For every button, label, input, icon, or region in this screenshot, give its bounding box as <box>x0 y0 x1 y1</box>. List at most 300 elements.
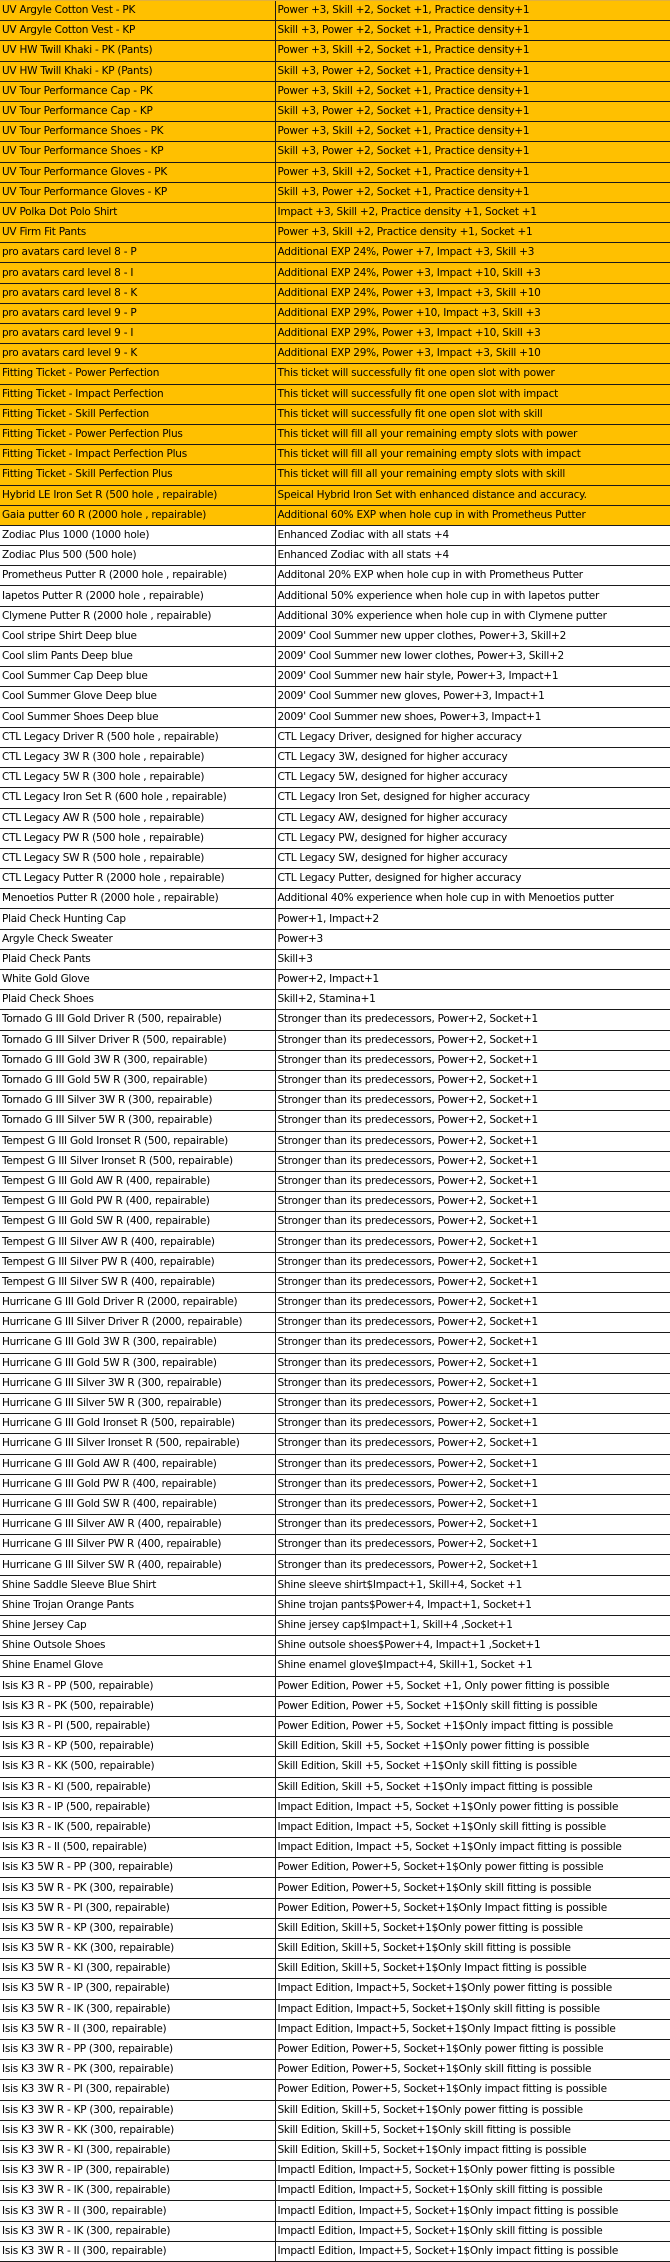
item-description-cell: Skill +3, Power +2, Socket +1, Practice density+1 <box>275 182 670 202</box>
table-row <box>0 1918 670 1938</box>
table-row <box>0 788 670 808</box>
item-description-cell: Additional EXP 24%, Power +7, Impact +3, Skill +3 <box>275 243 670 263</box>
item-description-cell: Skill Edition, Skill+5, Socket+1$Only Impact fitting is possible <box>275 1959 670 1979</box>
item-description-cell: CTL Legacy SW, designed for higher accuracy <box>275 848 670 868</box>
table-row <box>0 687 670 707</box>
item-name-cell: CTL Legacy Driver R (500 hole , repairable) <box>0 727 275 747</box>
item-name-cell: Plaid Check Hunting Cap <box>0 909 275 929</box>
table-row <box>0 929 670 949</box>
item-description-cell: Stronger than its predecessors, Power+2, Socket+1 <box>275 1293 670 1313</box>
item-name-cell: Cool Summer Shoes Deep blue <box>0 707 275 727</box>
item-name-cell: Tempest G III Gold SW R (400, repairable) <box>0 1212 275 1232</box>
item-description-cell: Stronger than its predecessors, Power+2, Socket+1 <box>275 1091 670 1111</box>
item-name-cell: Gaia putter 60 R (2000 hole , repairable) <box>0 505 275 525</box>
item-description-cell: CTL Legacy AW, designed for higher accuracy <box>275 808 670 828</box>
item-description-cell: Power +3, Skill +2, Socket +1, Practice density+1 <box>275 162 670 182</box>
item-name-cell: Isis K3 5W R - PP (300, repairable) <box>0 1858 275 1878</box>
item-name-cell: Tornado G III Gold 3W R (300, repairable) <box>0 1050 275 1070</box>
item-description-cell: Stronger than its predecessors, Power+2, Socket+1 <box>275 1515 670 1535</box>
item-name-cell: Hurricane G III Silver SW R (400, repairable) <box>0 1555 275 1575</box>
table-row <box>0 1070 670 1090</box>
table-row <box>0 970 670 990</box>
table-row <box>0 2140 670 2160</box>
item-description-cell: Stronger than its predecessors, Power+2, Socket+1 <box>275 1272 670 1292</box>
item-description-cell: Additional 50% experience when hole cup in with Iapetos putter <box>275 586 670 606</box>
item-description-cell: Impactl Edition, Impact+5, Socket+1$Only impact fitting is possible <box>275 2201 670 2221</box>
table-row <box>0 1494 670 1514</box>
item-name-cell: Tornado G III Silver 3W R (300, repairable) <box>0 1091 275 1111</box>
item-table-body <box>0 1 670 2262</box>
table-row <box>0 1353 670 1373</box>
item-name-cell: Isis K3 5W R - KP (300, repairable) <box>0 1918 275 1938</box>
item-description-cell: Impact Edition, Impact+5, Socket+1$Only power fitting is possible <box>275 1979 670 1999</box>
table-row <box>0 1838 670 1858</box>
table-row <box>0 1434 670 1454</box>
item-name-cell: Hurricane G III Gold 5W R (300, repairable) <box>0 1353 275 1373</box>
item-description-cell: Stronger than its predecessors, Power+2, Socket+1 <box>275 1212 670 1232</box>
item-name-cell: Isis K3 R - KK (500, repairable) <box>0 1757 275 1777</box>
table-row <box>0 1010 670 1030</box>
item-description-cell: Power+3 <box>275 929 670 949</box>
item-name-cell: Isis K3 5W R - PK (300, repairable) <box>0 1878 275 1898</box>
item-description-cell: Skill+2, Stamina+1 <box>275 990 670 1010</box>
item-name-cell: Fitting Ticket - Power Perfection <box>0 364 275 384</box>
item-name-cell: UV Tour Performance Cap - PK <box>0 81 275 101</box>
item-description-cell: Impact Edition, Impact +5, Socket +1$Only impact fitting is possible <box>275 1838 670 1858</box>
item-description-cell: This ticket will fill all your remaining empty slots with skill <box>275 465 670 485</box>
item-description-cell: Power+2, Impact+1 <box>275 970 670 990</box>
item-name-cell: CTL Legacy 5W R (300 hole , repairable) <box>0 768 275 788</box>
table-row <box>0 1696 670 1716</box>
table-row <box>0 727 670 747</box>
item-name-cell: Fitting Ticket - Skill Perfection Plus <box>0 465 275 485</box>
table-row <box>0 2100 670 2120</box>
item-name-cell: Tempest G III Gold PW R (400, repairable) <box>0 1192 275 1212</box>
item-description-cell: Stronger than its predecessors, Power+2, Socket+1 <box>275 1313 670 1333</box>
item-name-cell: Hurricane G III Silver 3W R (300, repairable) <box>0 1373 275 1393</box>
item-name-cell: UV Polka Dot Polo Shirt <box>0 202 275 222</box>
item-name-cell: Hurricane G III Silver 5W R (300, repairable) <box>0 1393 275 1413</box>
item-name-cell: UV Argyle Cotton Vest - PK <box>0 1 275 21</box>
item-name-cell: Argyle Check Sweater <box>0 929 275 949</box>
item-description-cell: Skill +3, Power +2, Socket +1, Practice density+1 <box>275 21 670 41</box>
table-row <box>0 1454 670 1474</box>
item-name-cell: Isis K3 5W R - PI (300, repairable) <box>0 1898 275 1918</box>
item-description-cell: Shine jersey cap$Impact+1, Skill+4 ,Socket+1 <box>275 1616 670 1636</box>
item-name-cell: pro avatars card level 8 - P <box>0 243 275 263</box>
item-name-cell: Clymene Putter R (2000 hole , repairable) <box>0 606 275 626</box>
table-row <box>0 21 670 41</box>
item-name-cell: Isis K3 R - PP (500, repairable) <box>0 1676 275 1696</box>
item-description-cell: Impact +3, Skill +2, Practice density +1, Socket +1 <box>275 202 670 222</box>
table-row <box>0 142 670 162</box>
item-name-cell: Hurricane G III Gold 3W R (300, repairable) <box>0 1333 275 1353</box>
item-description-cell: Shine outsole shoes$Power+4, Impact+1 ,Socket+1 <box>275 1636 670 1656</box>
item-name-cell: CTL Legacy Iron Set R (600 hole , repairable) <box>0 788 275 808</box>
item-name-cell: CTL Legacy AW R (500 hole , repairable) <box>0 808 275 828</box>
table-row <box>0 2120 670 2140</box>
table-row <box>0 182 670 202</box>
item-description-cell: Power +3, Skill +2, Practice density +1, Socket +1 <box>275 223 670 243</box>
item-description-cell: CTL Legacy Iron Set, designed for higher accuracy <box>275 788 670 808</box>
item-name-cell: Isis K3 R - KI (500, repairable) <box>0 1777 275 1797</box>
item-name-cell: Menoetios Putter R (2000 hole , repairable) <box>0 889 275 909</box>
item-description-cell: Power Edition, Power+5, Socket+1$Only skill fitting is possible <box>275 1878 670 1898</box>
item-description-cell: CTL Legacy Driver, designed for higher accuracy <box>275 727 670 747</box>
item-description-cell: Enhanced Zodiac with all stats +4 <box>275 525 670 545</box>
item-name-cell: Shine Jersey Cap <box>0 1616 275 1636</box>
item-description-cell: 2009' Cool Summer new shoes, Power+3, Impact+1 <box>275 707 670 727</box>
item-name-cell: UV Argyle Cotton Vest - KP <box>0 21 275 41</box>
item-name-cell: UV HW Twill Khaki - PK (Pants) <box>0 41 275 61</box>
table-row <box>0 525 670 545</box>
item-name-cell: Cool Summer Cap Deep blue <box>0 667 275 687</box>
table-row <box>0 1939 670 1959</box>
item-description-cell: Stronger than its predecessors, Power+2, Socket+1 <box>275 1414 670 1434</box>
table-row <box>0 1050 670 1070</box>
item-description-cell: Skill Edition, Skill +5, Socket +1$Only skill fitting is possible <box>275 1757 670 1777</box>
item-description-cell: This ticket will successfully fit one open slot with impact <box>275 384 670 404</box>
item-name-cell: Prometheus Putter R (2000 hole , repairable) <box>0 566 275 586</box>
item-name-cell: UV Firm Fit Pants <box>0 223 275 243</box>
table-row <box>0 1898 670 1918</box>
item-description-cell: Skill Edition, Skill+5, Socket+1$Only skill fitting is possible <box>275 1939 670 1959</box>
item-description-cell: Speical Hybrid Iron Set with enhanced distance and accuracy. <box>275 485 670 505</box>
table-row <box>0 828 670 848</box>
item-description-cell: Additional EXP 29%, Power +3, Impact +3, Skill +10 <box>275 344 670 364</box>
item-name-cell: Hurricane G III Silver Driver R (2000, repairable) <box>0 1313 275 1333</box>
item-description-cell: Stronger than its predecessors, Power+2, Socket+1 <box>275 1252 670 1272</box>
table-row <box>0 2221 670 2241</box>
item-description-cell: Stronger than its predecessors, Power+2, Socket+1 <box>275 1232 670 1252</box>
table-row <box>0 1474 670 1494</box>
table-row <box>0 1293 670 1313</box>
table-row <box>0 1979 670 1999</box>
item-name-cell: Hurricane G III Gold SW R (400, repairable) <box>0 1494 275 1514</box>
item-name-cell: pro avatars card level 8 - K <box>0 283 275 303</box>
item-description-cell: Power Edition, Power+5, Socket+1$Only power fitting is possible <box>275 2039 670 2059</box>
table-row <box>0 1272 670 1292</box>
table-row <box>0 1252 670 1272</box>
item-name-cell: Fitting Ticket - Impact Perfection <box>0 384 275 404</box>
table-row <box>0 1777 670 1797</box>
table-row <box>0 1555 670 1575</box>
table-row <box>0 768 670 788</box>
table-row <box>0 747 670 767</box>
item-description-cell: Stronger than its predecessors, Power+2, Socket+1 <box>275 1070 670 1090</box>
table-row <box>0 1131 670 1151</box>
item-name-cell: Fitting Ticket - Skill Perfection <box>0 404 275 424</box>
item-description-cell: Power Edition, Power+5, Socket+1$Only impact fitting is possible <box>275 2080 670 2100</box>
item-name-cell: Hurricane G III Gold Ironset R (500, repairable) <box>0 1414 275 1434</box>
item-name-cell: White Gold Glove <box>0 970 275 990</box>
item-description-cell: Power +3, Skill +2, Socket +1, Practice density+1 <box>275 41 670 61</box>
item-name-cell: Plaid Check Pants <box>0 949 275 969</box>
item-name-cell: Isis K3 3W R - II (300, repairable) <box>0 2241 275 2261</box>
item-name-cell: Shine Enamel Glove <box>0 1656 275 1676</box>
table-row <box>0 202 670 222</box>
table-row <box>0 61 670 81</box>
table-row <box>0 101 670 121</box>
item-name-cell: pro avatars card level 8 - I <box>0 263 275 283</box>
item-description-cell: Skill Edition, Skill+5, Socket+1$Only power fitting is possible <box>275 1918 670 1938</box>
table-row <box>0 1737 670 1757</box>
item-name-cell: UV Tour Performance Gloves - KP <box>0 182 275 202</box>
table-row <box>0 949 670 969</box>
item-description-cell: Power Edition, Power+5, Socket+1$Only power fitting is possible <box>275 1858 670 1878</box>
table-row <box>0 485 670 505</box>
table-row <box>0 2161 670 2181</box>
table-row <box>0 2241 670 2261</box>
table-row <box>0 606 670 626</box>
table-row <box>0 1959 670 1979</box>
item-description-cell: Power Edition, Power +5, Socket +1$Only skill fitting is possible <box>275 1696 670 1716</box>
table-row <box>0 990 670 1010</box>
item-description-cell: Impact Edition, Impact+5, Socket+1$Only skill fitting is possible <box>275 1999 670 2019</box>
item-description-cell: Impactl Edition, Impact+5, Socket+1$Only skill fitting is possible <box>275 2221 670 2241</box>
table-row <box>0 1878 670 1898</box>
table-row <box>0 626 670 646</box>
item-description-cell: 2009' Cool Summer new upper clothes, Power+3, Skill+2 <box>275 626 670 646</box>
item-name-cell: Tempest G III Silver PW R (400, repairable) <box>0 1252 275 1272</box>
item-name-cell: Shine Saddle Sleeve Blue Shirt <box>0 1575 275 1595</box>
table-row <box>0 1656 670 1676</box>
table-row <box>0 384 670 404</box>
item-name-cell: Isis K3 5W R - KI (300, repairable) <box>0 1959 275 1979</box>
table-row <box>0 1091 670 1111</box>
table-row <box>0 1111 670 1131</box>
item-description-cell: Stronger than its predecessors, Power+2, Socket+1 <box>275 1111 670 1131</box>
item-name-cell: Isis K3 3W R - PP (300, repairable) <box>0 2039 275 2059</box>
table-row <box>0 1535 670 1555</box>
item-description-cell: Skill +3, Power +2, Socket +1, Practice density+1 <box>275 142 670 162</box>
item-description-cell: Stronger than its predecessors, Power+2, Socket+1 <box>275 1010 670 1030</box>
table-row <box>0 1817 670 1837</box>
item-name-cell: Isis K3 3W R - KK (300, repairable) <box>0 2120 275 2140</box>
item-description-cell: Skill Edition, Skill +5, Socket +1$Only impact fitting is possible <box>275 1777 670 1797</box>
item-description-cell: Power Edition, Power +5, Socket +1$Only impact fitting is possible <box>275 1716 670 1736</box>
table-row <box>0 1212 670 1232</box>
item-name-cell: Cool stripe Shirt Deep blue <box>0 626 275 646</box>
item-name-cell: Hurricane G III Silver PW R (400, repairable) <box>0 1535 275 1555</box>
item-description-cell: CTL Legacy 5W, designed for higher accuracy <box>275 768 670 788</box>
item-name-cell: Hybrid LE Iron Set R (500 hole , repairable) <box>0 485 275 505</box>
table-row <box>0 1 670 21</box>
item-description-cell: This ticket will fill all your remaining empty slots with impact <box>275 445 670 465</box>
item-description-cell: Power Edition, Power +5, Socket +1, Only power fitting is possible <box>275 1676 670 1696</box>
item-description-cell: Skill +3, Power +2, Socket +1, Practice density+1 <box>275 61 670 81</box>
table-row <box>0 223 670 243</box>
table-row <box>0 848 670 868</box>
item-name-cell: Fitting Ticket - Power Perfection Plus <box>0 424 275 444</box>
table-row <box>0 465 670 485</box>
item-name-cell: Isis K3 3W R - KP (300, repairable) <box>0 2100 275 2120</box>
item-description-cell: Power Edition, Power+5, Socket+1$Only Impact fitting is possible <box>275 1898 670 1918</box>
item-name-cell: Tempest G III Silver Ironset R (500, repairable) <box>0 1151 275 1171</box>
item-description-cell: Stronger than its predecessors, Power+2, Socket+1 <box>275 1131 670 1151</box>
table-row <box>0 1393 670 1413</box>
item-name-cell: Shine Outsole Shoes <box>0 1636 275 1656</box>
item-description-cell: Stronger than its predecessors, Power+2, Socket+1 <box>275 1454 670 1474</box>
item-description-cell: Power +3, Skill +2, Socket +1, Practice density+1 <box>275 122 670 142</box>
table-row <box>0 1999 670 2019</box>
item-name-cell: CTL Legacy 3W R (300 hole , repairable) <box>0 747 275 767</box>
item-name-cell: Hurricane G III Silver AW R (400, repairable) <box>0 1515 275 1535</box>
item-name-cell: CTL Legacy Putter R (2000 hole , repairable) <box>0 869 275 889</box>
item-description-cell: This ticket will successfully fit one open slot with power <box>275 364 670 384</box>
table-row <box>0 2181 670 2201</box>
item-description-cell: Shine enamel glove$Impact+4, Skill+1, Socket +1 <box>275 1656 670 1676</box>
item-description-cell: This ticket will successfully fit one open slot with skill <box>275 404 670 424</box>
item-description-cell: Stronger than its predecessors, Power+2, Socket+1 <box>275 1151 670 1171</box>
table-row <box>0 1151 670 1171</box>
table-row <box>0 1333 670 1353</box>
item-description-cell: Shine sleeve shirt$Impact+1, Skill+4, Socket +1 <box>275 1575 670 1595</box>
item-description-cell: Skill Edition, Skill+5, Socket+1$Only impact fitting is possible <box>275 2140 670 2160</box>
table-row <box>0 344 670 364</box>
item-description-cell: Skill +3, Power +2, Socket +1, Practice density+1 <box>275 101 670 121</box>
table-row <box>0 122 670 142</box>
table-row <box>0 647 670 667</box>
item-name-cell: Tempest G III Silver SW R (400, repairable) <box>0 1272 275 1292</box>
table-row <box>0 1636 670 1656</box>
item-description-cell: Skill Edition, Skill+5, Socket+1$Only skill fitting is possible <box>275 2120 670 2140</box>
table-row <box>0 324 670 344</box>
table-row <box>0 1858 670 1878</box>
table-row <box>0 1797 670 1817</box>
item-description-cell: This ticket will fill all your remaining empty slots with power <box>275 424 670 444</box>
item-description-cell: 2009' Cool Summer new hair style, Power+3, Impact+1 <box>275 667 670 687</box>
item-name-cell: Isis K3 5W R - KK (300, repairable) <box>0 1939 275 1959</box>
item-name-cell: Isis K3 3W R - IK (300, repairable) <box>0 2221 275 2241</box>
item-description-cell: CTL Legacy 3W, designed for higher accuracy <box>275 747 670 767</box>
table-row <box>0 1373 670 1393</box>
table-row <box>0 1515 670 1535</box>
item-name-cell: Isis K3 R - KP (500, repairable) <box>0 1737 275 1757</box>
table-row <box>0 808 670 828</box>
table-row <box>0 1192 670 1212</box>
item-name-cell: Isis K3 R - IP (500, repairable) <box>0 1797 275 1817</box>
item-name-cell: Cool slim Pants Deep blue <box>0 647 275 667</box>
table-row <box>0 424 670 444</box>
table-row <box>0 1716 670 1736</box>
item-description-cell: Additional EXP 24%, Power +3, Impact +3, Skill +10 <box>275 283 670 303</box>
item-description-cell: Stronger than its predecessors, Power+2, Socket+1 <box>275 1494 670 1514</box>
item-name-cell: Plaid Check Shoes <box>0 990 275 1010</box>
table-row <box>0 1595 670 1615</box>
item-name-cell: Tornado G III Gold 5W R (300, repairable) <box>0 1070 275 1090</box>
item-name-cell: Hurricane G III Gold Driver R (2000, repairable) <box>0 1293 275 1313</box>
table-row <box>0 2039 670 2059</box>
table-row <box>0 404 670 424</box>
table-row <box>0 1030 670 1050</box>
table-row <box>0 2080 670 2100</box>
item-description-cell: Impactl Edition, Impact+5, Socket+1$Only skill fitting is possible <box>275 2181 670 2201</box>
item-name-cell: pro avatars card level 9 - I <box>0 324 275 344</box>
item-description-cell: Impactl Edition, Impact+5, Socket+1$Only power fitting is possible <box>275 2161 670 2181</box>
item-description-cell: Stronger than its predecessors, Power+2, Socket+1 <box>275 1050 670 1070</box>
item-description-cell: Stronger than its predecessors, Power+2, Socket+1 <box>275 1393 670 1413</box>
item-name-cell: Isis K3 R - PK (500, repairable) <box>0 1696 275 1716</box>
table-row <box>0 869 670 889</box>
item-name-cell: Isis K3 R - PI (500, repairable) <box>0 1716 275 1736</box>
table-row <box>0 263 670 283</box>
table-row <box>0 2019 670 2039</box>
item-name-cell: Hurricane G III Gold PW R (400, repairable) <box>0 1474 275 1494</box>
item-description-cell: Additional EXP 24%, Power +3, Impact +10, Skill +3 <box>275 263 670 283</box>
item-name-cell: Zodiac Plus 1000 (1000 hole) <box>0 525 275 545</box>
table-row <box>0 707 670 727</box>
item-name-cell: pro avatars card level 9 - K <box>0 344 275 364</box>
item-name-cell: Isis K3 R - IK (500, repairable) <box>0 1817 275 1837</box>
item-description-cell: Additional 30% experience when hole cup in with Clymene putter <box>275 606 670 626</box>
item-description-cell: Stronger than its predecessors, Power+2, Socket+1 <box>275 1353 670 1373</box>
item-description-cell: Stronger than its predecessors, Power+2, Socket+1 <box>275 1474 670 1494</box>
item-name-cell: Isis K3 3W R - PK (300, repairable) <box>0 2060 275 2080</box>
table-row <box>0 546 670 566</box>
item-description-cell: Additonal 20% EXP when hole cup in with Prometheus Putter <box>275 566 670 586</box>
item-description-cell: Impactl Edition, Impact+5, Socket+1$Only impact fitting is possible <box>275 2241 670 2261</box>
table-row <box>0 2060 670 2080</box>
table-row <box>0 1616 670 1636</box>
table-row <box>0 889 670 909</box>
table-row <box>0 283 670 303</box>
item-name-cell: Isis K3 5W R - II (300, repairable) <box>0 2019 275 2039</box>
item-description-cell: Shine trojan pants$Power+4, Impact+1, Socket+1 <box>275 1595 670 1615</box>
item-description-cell: Stronger than its predecessors, Power+2, Socket+1 <box>275 1535 670 1555</box>
table-row <box>0 1232 670 1252</box>
item-description-cell: Additional EXP 29%, Power +10, Impact +3, Skill +3 <box>275 303 670 323</box>
item-name-cell: UV Tour Performance Shoes - PK <box>0 122 275 142</box>
item-description-cell: Stronger than its predecessors, Power+2, Socket+1 <box>275 1373 670 1393</box>
item-description-cell: Skill Edition, Skill +5, Socket +1$Only power fitting is possible <box>275 1737 670 1757</box>
table-row <box>0 162 670 182</box>
item-description-cell: Impact Edition, Impact +5, Socket +1$Only power fitting is possible <box>275 1797 670 1817</box>
table-row <box>0 1171 670 1191</box>
item-description-cell: Skill+3 <box>275 949 670 969</box>
item-description-cell: Additional 60% EXP when hole cup in with Prometheus Putter <box>275 505 670 525</box>
item-description-cell: Enhanced Zodiac with all stats +4 <box>275 546 670 566</box>
item-name-cell: Isis K3 3W R - IK (300, repairable) <box>0 2181 275 2201</box>
item-description-cell: Additional 40% experience when hole cup in with Menoetios putter <box>275 889 670 909</box>
item-description-cell: Stronger than its predecessors, Power+2, Socket+1 <box>275 1434 670 1454</box>
item-name-cell: Isis K3 3W R - KI (300, repairable) <box>0 2140 275 2160</box>
table-row <box>0 243 670 263</box>
item-description-cell: Stronger than its predecessors, Power+2, Socket+1 <box>275 1333 670 1353</box>
table-row <box>0 667 670 687</box>
table-row <box>0 41 670 61</box>
item-description-cell: Impact Edition, Impact+5, Socket+1$Only Impact fitting is possible <box>275 2019 670 2039</box>
item-name-cell: UV HW Twill Khaki - KP (Pants) <box>0 61 275 81</box>
item-name-cell: CTL Legacy PW R (500 hole , repairable) <box>0 828 275 848</box>
item-name-cell: UV Tour Performance Cap - KP <box>0 101 275 121</box>
item-name-cell: Cool Summer Glove Deep blue <box>0 687 275 707</box>
item-name-cell: Hurricane G III Silver Ironset R (500, repairable) <box>0 1434 275 1454</box>
item-name-cell: Shine Trojan Orange Pants <box>0 1595 275 1615</box>
item-name-cell: UV Tour Performance Gloves - PK <box>0 162 275 182</box>
table-row <box>0 303 670 323</box>
table-row <box>0 1313 670 1333</box>
item-name-cell: Tornado G III Silver Driver R (500, repairable) <box>0 1030 275 1050</box>
table-row <box>0 1757 670 1777</box>
item-name-cell: Tempest G III Gold AW R (400, repairable) <box>0 1171 275 1191</box>
item-description-cell: Power Edition, Power+5, Socket+1$Only skill fitting is possible <box>275 2060 670 2080</box>
item-name-cell: Isis K3 R - II (500, repairable) <box>0 1838 275 1858</box>
table-row <box>0 566 670 586</box>
item-description-cell: CTL Legacy Putter, designed for higher accuracy <box>275 869 670 889</box>
item-description-cell: Impact Edition, Impact +5, Socket +1$Only skill fitting is possible <box>275 1817 670 1837</box>
item-description-cell: Power+1, Impact+2 <box>275 909 670 929</box>
